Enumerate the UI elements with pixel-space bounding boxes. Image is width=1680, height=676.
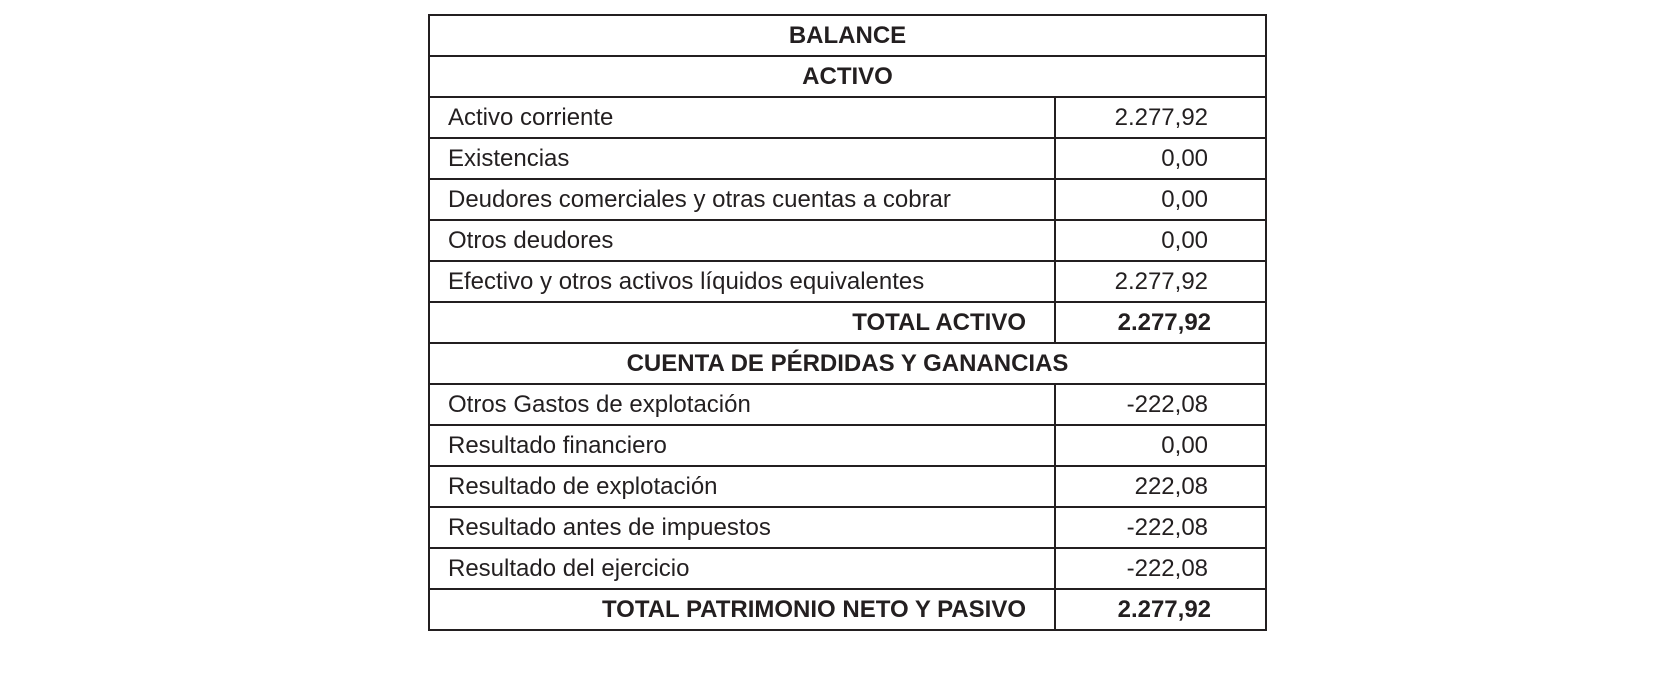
title-row <box>429 15 1266 56</box>
perdidas-ganancias-heading: CUENTA DE PÉRDIDAS Y GANANCIAS <box>429 343 1266 384</box>
section-header-row <box>429 56 1266 97</box>
total-activo-label: TOTAL ACTIVO <box>429 302 1055 343</box>
table-row <box>429 548 1266 589</box>
row-value: 222,08 <box>1055 466 1266 507</box>
row-value: 2.277,92 <box>1055 97 1266 138</box>
row-value: 0,00 <box>1055 179 1266 220</box>
row-value: -222,08 <box>1055 384 1266 425</box>
table-row <box>429 507 1266 548</box>
row-label: Efectivo y otros activos líquidos equivalentes <box>429 261 1055 302</box>
table-row <box>429 466 1266 507</box>
table-row <box>429 97 1266 138</box>
total-row <box>429 589 1266 630</box>
total-row <box>429 302 1266 343</box>
row-label: Resultado antes de impuestos <box>429 507 1055 548</box>
row-value: 2.277,92 <box>1055 261 1266 302</box>
row-label: Resultado de explotación <box>429 466 1055 507</box>
table-row <box>429 179 1266 220</box>
row-label: Otros deudores <box>429 220 1055 261</box>
balance-title: BALANCE <box>429 15 1266 56</box>
row-label: Deudores comerciales y otras cuentas a cobrar <box>429 179 1055 220</box>
row-value: -222,08 <box>1055 507 1266 548</box>
row-label: Resultado del ejercicio <box>429 548 1055 589</box>
balance-table <box>428 14 1267 631</box>
row-label: Resultado financiero <box>429 425 1055 466</box>
row-label: Activo corriente <box>429 97 1055 138</box>
total-activo-value: 2.277,92 <box>1055 302 1266 343</box>
total-patrimonio-label: TOTAL PATRIMONIO NETO Y PASIVO <box>429 589 1055 630</box>
row-value: 0,00 <box>1055 425 1266 466</box>
table-row <box>429 261 1266 302</box>
activo-heading: ACTIVO <box>429 56 1266 97</box>
table-row <box>429 425 1266 466</box>
section-header-row <box>429 343 1266 384</box>
row-value: 0,00 <box>1055 220 1266 261</box>
table-row <box>429 138 1266 179</box>
row-label: Otros Gastos de explotación <box>429 384 1055 425</box>
table-row <box>429 384 1266 425</box>
total-patrimonio-value: 2.277,92 <box>1055 589 1266 630</box>
row-label: Existencias <box>429 138 1055 179</box>
row-value: 0,00 <box>1055 138 1266 179</box>
row-value: -222,08 <box>1055 548 1266 589</box>
table-row <box>429 220 1266 261</box>
